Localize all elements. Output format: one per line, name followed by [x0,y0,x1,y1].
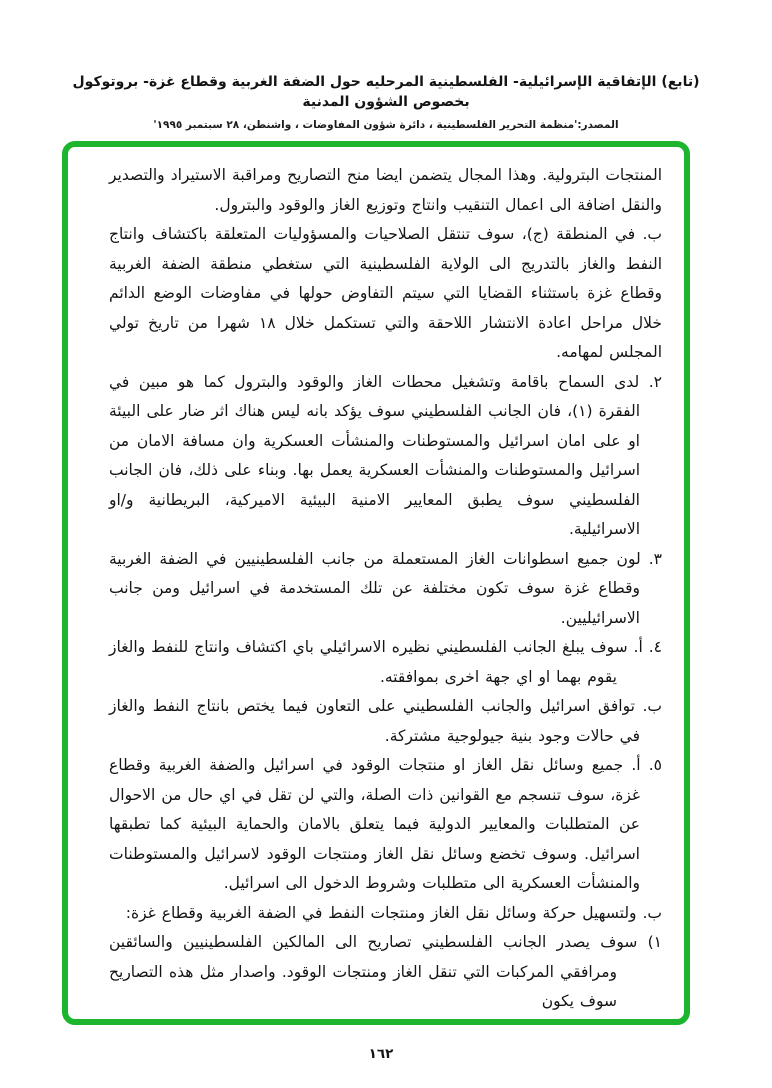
body-paragraph: ١) سوف يصدر الجانب الفلسطيني تصاريح الى المالكين الفلسطينيين والسائقين ومرافقي المركبات التي تنقل الغاز ومنتجات الوقود. واصدار مثل هذه التصاريح سوف يكون [109,933,662,1010]
page-header [0,72,772,131]
document-body [109,161,662,1017]
body-paragraph: ٣. لون جميع اسطوانات الغاز المستعملة من جانب الفلسطينيين في الضفة الغربية وقطاع غزة سوف تكون مختلفة عن تلك المستخدمة في اسرائيل ومن جانب الاسرائيليين. [109,549,662,627]
document-title: (تابع) الإتفاقية الإسرائيلية- الفلسطينية المرحليه حول الضفة الغربية وقطاع غزة- بروتوكول بخصوص الشؤون المدنية [72,74,700,110]
body-paragraph: ب. في المنطقة (ج)، سوف تنتقل الصلاحيات والمسؤوليات المتعلقة باكتشاف وانتاج النفط والغاز بالتدريج الى الولاية الفلسطينية التي ستغطي منطقة الضفة الغربية وقطاع غزة باستثناء القضايا التي سيتم التفاوض حولها في مفاوضات الوضع الدائم خلال مراحل اعادة الانتشار اللاحقة والتي تستكمل خلال ١٨ شهرا من تاريخ تولي المجلس لمهامه. [109,225,662,361]
page-number: ١٦٢ [368,1046,394,1062]
body-paragraph: ٤. أ. سوف يبلغ الجانب الفلسطيني نظيره الاسرائيلي باي اكتشاف وانتاج للنفط والغاز يقوم بهما او اي جهة اخرى بموافقته. [109,638,662,686]
body-paragraph: المنتجات البترولية. وهذا المجال يتضمن ايضا منح التصاريح ومراقبة الاستيراد والتصدير والنقل اضافة الى اعمال التنقيب وانتاج وتوزيع الغاز والوقود والبترول. [109,166,662,214]
body-paragraph: ٥. أ. جميع وسائل نقل الغاز او منتجات الوقود في اسرائيل والضفة الغربية وقطاع غزة، سوف تنسجم مع القوانين ذات الصلة، والتي لن تقل في اي حال من الاحوال عن المتطلبات والمعايير الدولية فيما يتعلق بالامان والحماية البيئية كما تطبقها اسرائيل. وسوف تخضع وسائل نقل الغاز ومنتجات الوقود لاسرائيل والمستوطنات والمنشأت العسكرية الى متطلبات وشروط الدخول الى اسرائيل. [109,756,662,892]
document-source-line: المصدر:'منظمة التحرير الفلسطينية ، دائرة شؤون المفاوضات ، واشنطن، ٢٨ سبتمبر ١٩٩٥' [153,119,619,131]
body-paragraph: ب. ولتسهيل حركة وسائل نقل الغاز ومنتجات النفط في الضفة الغربية وقطاع غزة: [125,903,662,922]
body-paragraph: ب. توافق اسرائيل والجانب الفلسطيني على التعاون فيما يختص بانتاج النفط والغاز في حالات وجود بنية جيولوجية مشتركة. [109,697,662,745]
body-paragraph: ٢. لدى السماح باقامة وتشغيل محطات الغاز والوقود والبترول كما هو مبين في الفقرة (١)، فان الجانب الفلسطيني سوف يؤكد بانه ليس هناك اثر ضار على البيئة او على امان اسرائيل والمستوطنات والمنشأت العسكرية وان مسافة الامان من اسرائيل والمستوطنات والمنشأت العسكرية يعمل بها. وبناء على ذلك، فان الجانب الفلسطيني سوف يطبق المعايير الامنية البيئية الاميركية، البريطانية و/او الاسرائيلية. [109,372,662,538]
